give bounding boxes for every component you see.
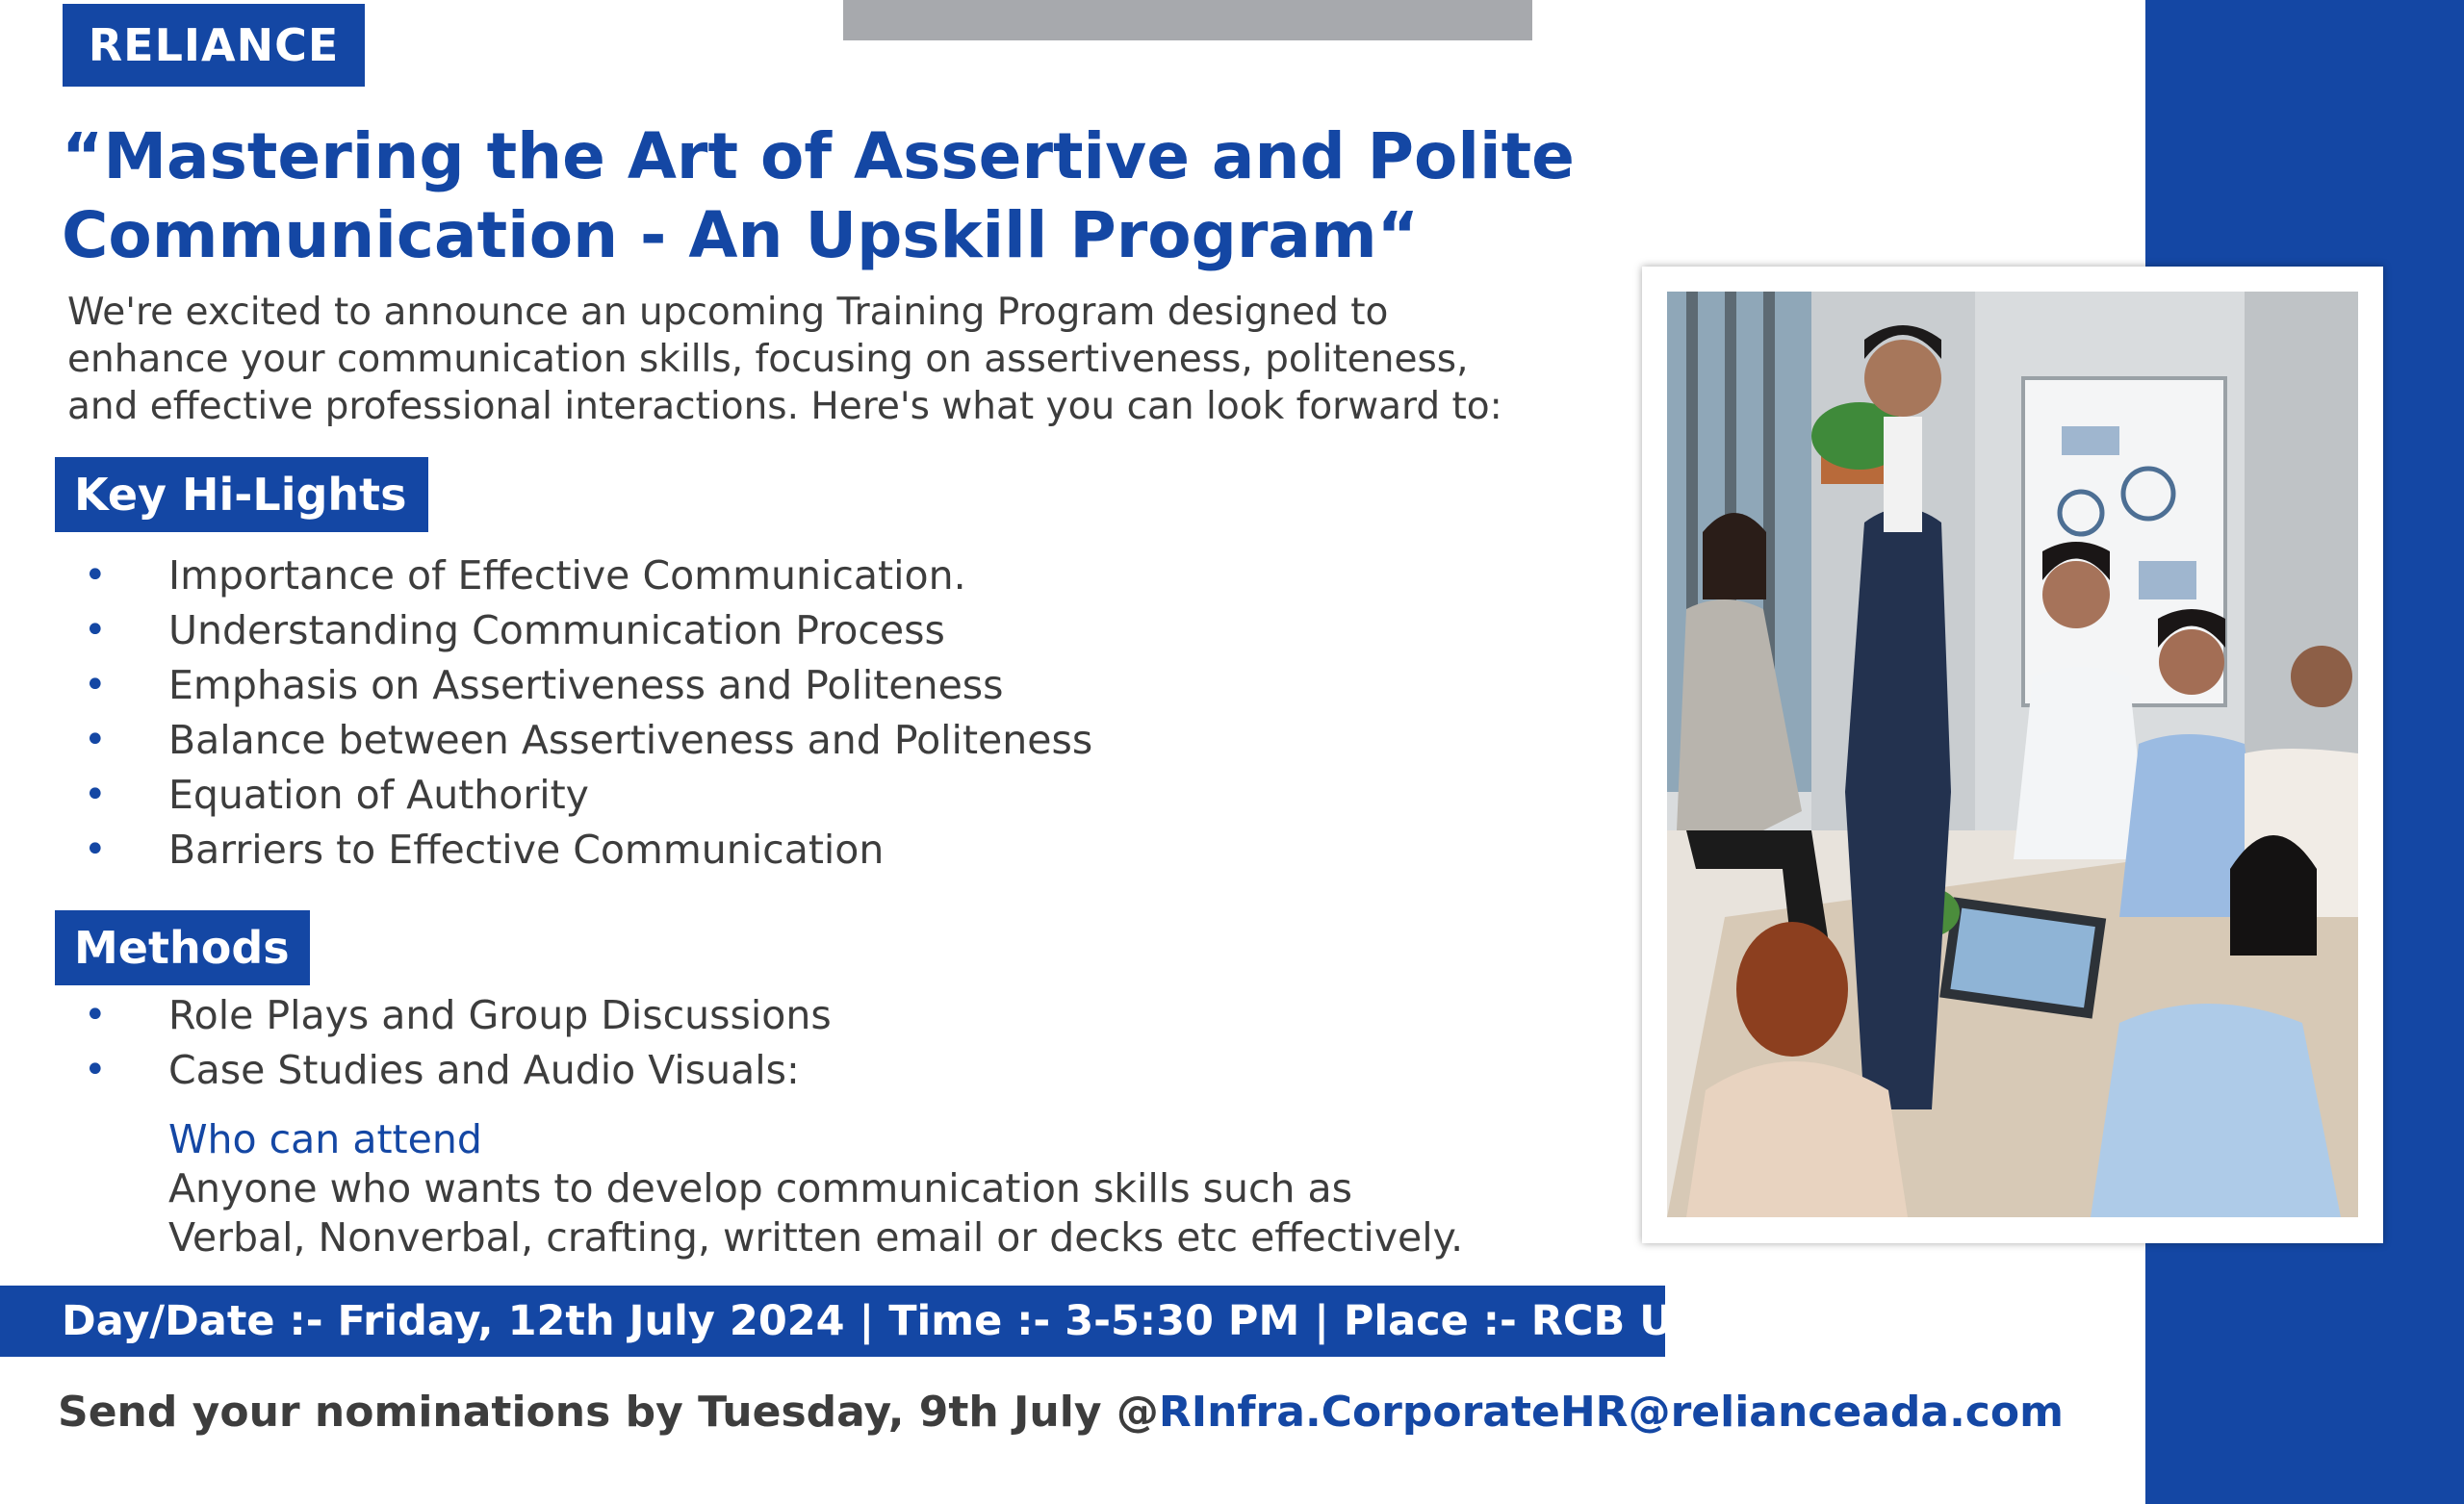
list-item-text: Emphasis on Assertiveness and Politeness <box>168 662 1004 708</box>
top-gray-bar <box>843 0 1532 40</box>
office-meeting-photo <box>1667 292 2358 1217</box>
intro-paragraph <box>67 289 1607 430</box>
who-can-attend-text <box>168 1164 1612 1262</box>
intro-line-1: We're excited to announce an upcoming Training Program designed to <box>67 291 1389 334</box>
list-item-text: Case Studies and Audio Visuals: <box>168 1047 800 1093</box>
who-line-2: Verbal, Nonverbal, crafting, written email or decks etc effectively. <box>168 1214 1464 1261</box>
list-item-text: Balance between Assertiveness and Politeness <box>168 717 1093 763</box>
bullet-icon: • <box>84 1048 107 1092</box>
bullet-icon: • <box>84 773 107 817</box>
list-item-text: Barriers to Effective Communication <box>168 827 885 873</box>
bullet-icon: • <box>84 718 107 762</box>
bullet-icon: • <box>84 663 107 707</box>
who-can-attend-heading: Who can attend <box>168 1116 482 1162</box>
key-highlights-label: Key Hi-Lights <box>55 457 428 532</box>
title-line-1: “Mastering the Art of Assertive and Polite <box>62 119 1575 193</box>
who-line-1: Anyone who wants to develop communication skills such as <box>168 1165 1352 1211</box>
bullet-icon: • <box>84 553 107 598</box>
reliance-logo: RELIANCE <box>63 4 365 87</box>
photo-frame <box>1642 267 2383 1243</box>
list-item-text: Understanding Communication Process <box>168 607 945 653</box>
intro-line-3: and effective professional interactions. Here's what you can look forward to: <box>67 385 1502 428</box>
list-item-text: Equation of Authority <box>168 772 589 818</box>
list-item-text: Importance of Effective Communication. <box>168 552 966 599</box>
program-title <box>62 117 1602 275</box>
list-item-text: Role Plays and Group Discussions <box>168 992 832 1038</box>
title-line-2: Communication - An Upskill Program“ <box>62 198 1420 272</box>
methods-label: Methods <box>55 910 310 985</box>
bullet-icon: • <box>84 828 107 872</box>
bullet-icon: • <box>84 993 107 1037</box>
intro-line-2: enhance your communication skills, focusing on assertiveness, politeness, <box>67 338 1469 381</box>
office-meeting-illustration <box>1667 292 2358 1217</box>
bullet-icon: • <box>84 608 107 652</box>
nomination-email-link[interactable]: RInfra.CorporateHR@relianceada.com <box>1158 1388 2064 1437</box>
event-details-bar: Day/Date :- Friday, 12th July 2024 | Time :- 3-5:30 PM | Place :- RCB UG-18 <box>0 1286 1665 1357</box>
nomination-prefix: Send your nominations by Tuesday, 9th July @ <box>58 1388 1159 1437</box>
nomination-line <box>58 1384 2064 1441</box>
